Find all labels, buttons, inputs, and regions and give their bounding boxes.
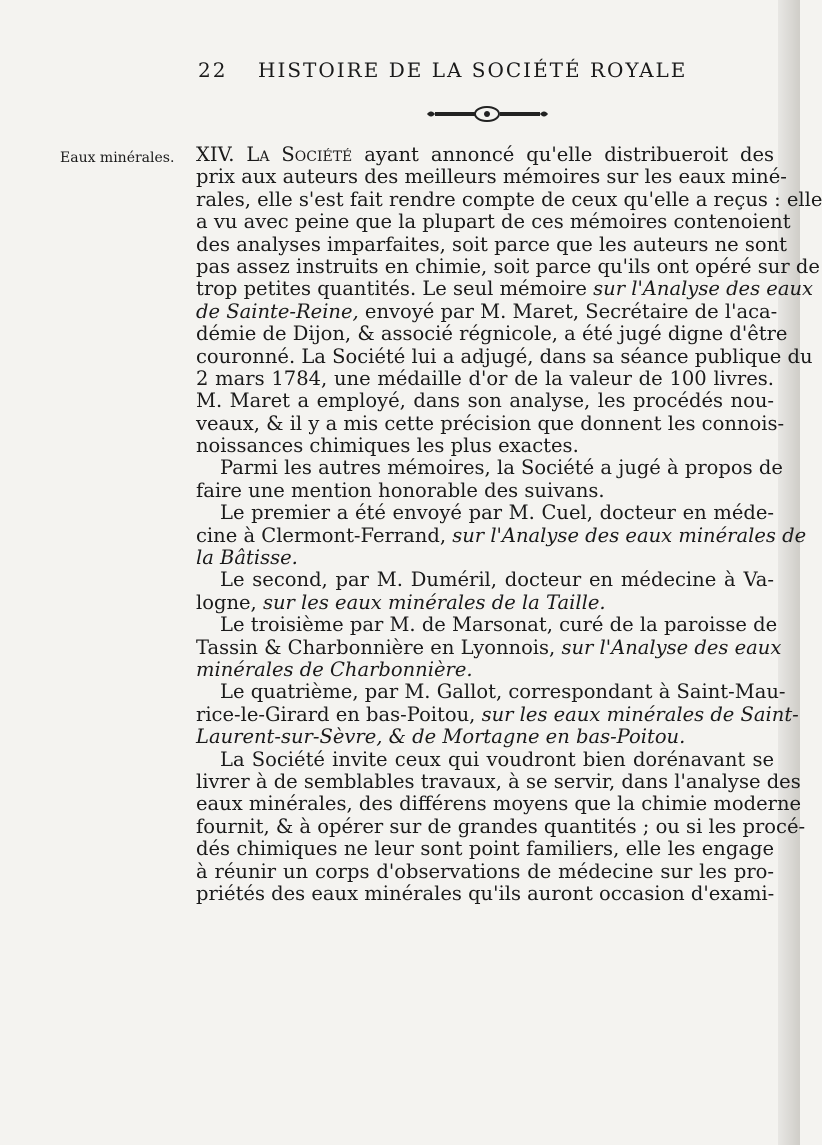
text-segment: a vu avec peine que la plupart de ces mémoires contenoient xyxy=(196,210,791,234)
text-segment: livrer à de semblables travaux, à se servir, dans l'analyse des xyxy=(196,769,801,793)
text-line xyxy=(196,299,778,323)
text-segment: veaux, & il y a mis cette précision que donnent les connois- xyxy=(196,411,785,435)
text-segment: trop petites quantités. Le seul mémoire xyxy=(196,277,594,301)
text-segment: Le second, par M. Duméril, docteur en médecine à Va- xyxy=(220,568,774,592)
text-line xyxy=(196,187,822,211)
text-line xyxy=(196,368,774,390)
text-line xyxy=(196,613,778,637)
text-line xyxy=(196,680,786,704)
text-segment: la Bâtisse. xyxy=(196,546,298,570)
text-segment: ayant annoncé qu'elle distribueroit des xyxy=(352,143,775,166)
text-segment: La Société xyxy=(246,143,353,166)
text-segment: Le troisième par M. de Marsonat, curé de la paroisse de xyxy=(220,613,778,637)
text-segment: démie de Dijon, & associé régnicole, a été jugé digne d'être xyxy=(196,322,788,346)
text-line xyxy=(196,456,783,480)
text-segment: La Société invite ceux qui voudront bien dorénavant se xyxy=(220,747,774,771)
text-line xyxy=(196,838,774,860)
text-segment: priétés des eaux minérales qu'ils auront occasion d'exami- xyxy=(196,881,775,905)
text-segment: 2 mars 1784, une médaille d'or de la valeur de 100 livres. xyxy=(196,366,774,390)
text-segment: sur les eaux minérales de Saint- xyxy=(481,702,799,726)
text-segment: Parmi les autres mémoires, la Société a jugé à propos de xyxy=(220,456,783,480)
text-segment: faire une mention honorable des suivans. xyxy=(196,478,605,502)
text-line xyxy=(196,322,788,346)
text-segment: Laurent-sur-Sèvre, & de Mortagne en bas-Poitou. xyxy=(196,725,686,749)
text-segment: noissances chimiques les plus exactes. xyxy=(196,434,579,458)
text-segment: rales, elle s'est fait rendre compte de ceux qu'elle a reçus : elle xyxy=(196,187,822,211)
text-line xyxy=(196,435,774,457)
running-title: HISTOIRE DE LA SOCIÉTÉ ROYALE xyxy=(258,58,688,82)
text-segment: minérales de Charbonnière. xyxy=(196,657,473,681)
text-line xyxy=(196,344,813,368)
text-line xyxy=(196,277,814,301)
text-segment: fournit, & à opérer sur de grandes quantités ; ou si les procé- xyxy=(196,814,806,838)
text-segment: Le quatrième, par M. Gallot, correspondant à Saint-Mau- xyxy=(220,680,786,704)
text-segment: dés chimiques ne leur sont point familiers, elle les engage xyxy=(196,837,774,861)
text-line xyxy=(196,165,787,189)
text-segment: Tassin & Charbonnière en Lyonnois, xyxy=(196,635,562,659)
text-line xyxy=(196,814,806,838)
text-line xyxy=(196,390,774,412)
text-line xyxy=(196,861,774,883)
text-line xyxy=(196,144,774,166)
text-line xyxy=(196,523,807,547)
text-line xyxy=(196,502,774,524)
text-line xyxy=(196,769,801,793)
text-segment: logne, xyxy=(196,590,263,614)
text-line xyxy=(196,749,774,771)
text-line xyxy=(196,569,774,591)
text-line xyxy=(196,635,782,659)
text-line xyxy=(196,411,785,435)
text-segment: pas assez instruits en chimie, soit parce qu'ils ont opéré sur de xyxy=(196,254,820,278)
text-segment: rice-le-Girard en bas-Poitou, xyxy=(196,702,482,726)
text-segment: M. Maret a employé, dans son analyse, les procédés nou- xyxy=(196,389,774,413)
text-segment: envoyé par M. Maret, Secrétaire de l'aca- xyxy=(358,299,778,323)
text-segment: cine à Clermont-Ferrand, xyxy=(196,523,453,547)
text-segment: eaux minérales, des différens moyens que la chimie moderne xyxy=(196,792,802,816)
text-line xyxy=(196,232,788,256)
text-segment: sur l'Analyse des eaux xyxy=(593,277,814,301)
page-number: 22 xyxy=(198,58,228,82)
text-line xyxy=(196,547,774,569)
text-segment: des analyses imparfaites, soit parce que les auteurs ne sont xyxy=(196,232,788,256)
text-segment: à réunir un corps d'observations de médecine sur les pro- xyxy=(196,859,774,883)
page-header xyxy=(198,58,718,82)
text-line xyxy=(196,792,802,816)
text-line xyxy=(196,702,799,726)
text-segment: sur l'Analyse des eaux minérales de xyxy=(452,523,807,547)
text-segment: de Sainte-Reine, xyxy=(196,299,359,323)
text-line xyxy=(196,480,774,502)
text-segment: couronné. La Société lui a adjugé, dans sa séance publique du xyxy=(196,344,813,368)
text-segment: sur l'Analyse des eaux xyxy=(561,635,782,659)
text-line xyxy=(196,659,774,681)
text-segment: prix aux auteurs des meilleurs mémoires sur les eaux miné- xyxy=(196,165,787,189)
ornament-divider xyxy=(425,106,550,122)
text-segment: sur les eaux minérales de la Taille. xyxy=(262,590,606,614)
margin-note: Eaux minérales. xyxy=(60,150,175,166)
body-text xyxy=(196,143,822,905)
text-segment: XIV. xyxy=(196,143,247,166)
text-line xyxy=(196,254,820,278)
text-line xyxy=(196,210,791,234)
text-line xyxy=(196,883,774,905)
text-line xyxy=(196,726,774,748)
text-line xyxy=(196,592,774,614)
text-segment: Le premier a été envoyé par M. Cuel, docteur en méde- xyxy=(220,501,774,525)
